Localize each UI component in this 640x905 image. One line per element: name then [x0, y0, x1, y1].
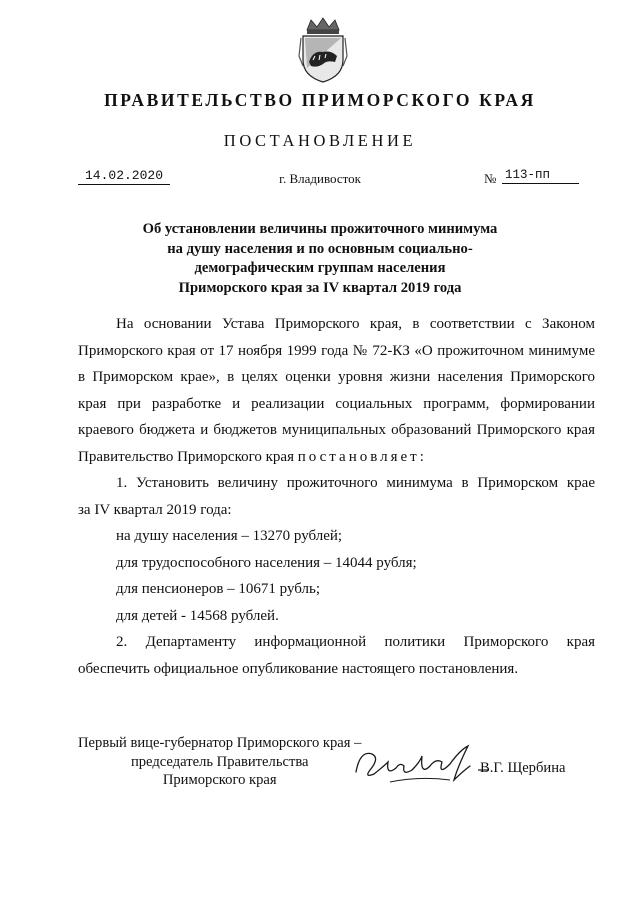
subject-line: Об установлении величины прожиточного минимума — [142, 221, 498, 237]
position-line: председатель Правительства — [130, 753, 309, 770]
item-2-line: обеспечить официальное опубликование настоящего постановления. — [78, 660, 519, 677]
handwritten-signature — [350, 736, 490, 792]
value-working-age: для трудоспособного населения – 14044 рубля; — [116, 554, 417, 571]
government-title: ПРАВИТЕЛЬСТВО ПРИМОРСКОГО КРАЯ — [104, 90, 536, 110]
preamble-line: краевого бюджета и бюджетов муниципальных образований Приморского края — [78, 422, 595, 438]
document-body — [78, 311, 595, 682]
item-2-line: 2. Департаменту информационной политики Приморского края — [116, 634, 595, 650]
subject-line: Приморского края за IV квартал 2019 года — [178, 279, 462, 296]
subject-line: демографическим группам населения — [194, 260, 446, 276]
document-date: 14.02.2020 — [78, 168, 170, 185]
value-per-capita: на душу населения – 13270 рублей; — [116, 528, 343, 544]
city: г. Владивосток — [279, 171, 361, 186]
preamble-last-line — [78, 444, 595, 471]
preamble-line: края при разработке и реализации социальных программ, формировании — [78, 395, 595, 412]
preamble-last-prefix: Правительство Приморского края — [78, 448, 298, 465]
preamble-line: Приморского края от 17 ноября 1999 года № 72-КЗ «О прожиточном минимуме — [78, 342, 595, 359]
number-label: № — [484, 171, 497, 186]
subject-line: на душу населения и по основным социально- — [167, 240, 473, 257]
resolves-word: постановляет: — [297, 448, 427, 465]
signatory-position — [78, 734, 361, 790]
item-1-line: 1. Установить величину прожиточного минимума в Приморском крае — [116, 475, 595, 491]
preamble-line: в Приморском крае», в целях оценки уровня жизни населения Приморского — [78, 369, 595, 385]
document-number: 113-пп — [502, 168, 579, 184]
signatory-name: В.Г. Щербина — [480, 760, 566, 776]
item-1-line: за IV квартал 2019 года: — [78, 501, 232, 518]
position-line: Приморского края — [162, 772, 277, 788]
value-pensioners: для пенсионеров – 10671 рубль; — [116, 581, 321, 597]
value-children: для детей - 14568 рублей. — [116, 607, 279, 624]
document-subject — [0, 220, 640, 298]
position-line: Первый вице-губернатор Приморского края – — [78, 735, 362, 751]
preamble-line: На основании Устава Приморского края, в соответствии с Законом — [116, 316, 595, 332]
document-type: ПОСТАНОВЛЕНИЕ — [223, 131, 417, 150]
coat-of-arms-emblem — [297, 16, 349, 84]
